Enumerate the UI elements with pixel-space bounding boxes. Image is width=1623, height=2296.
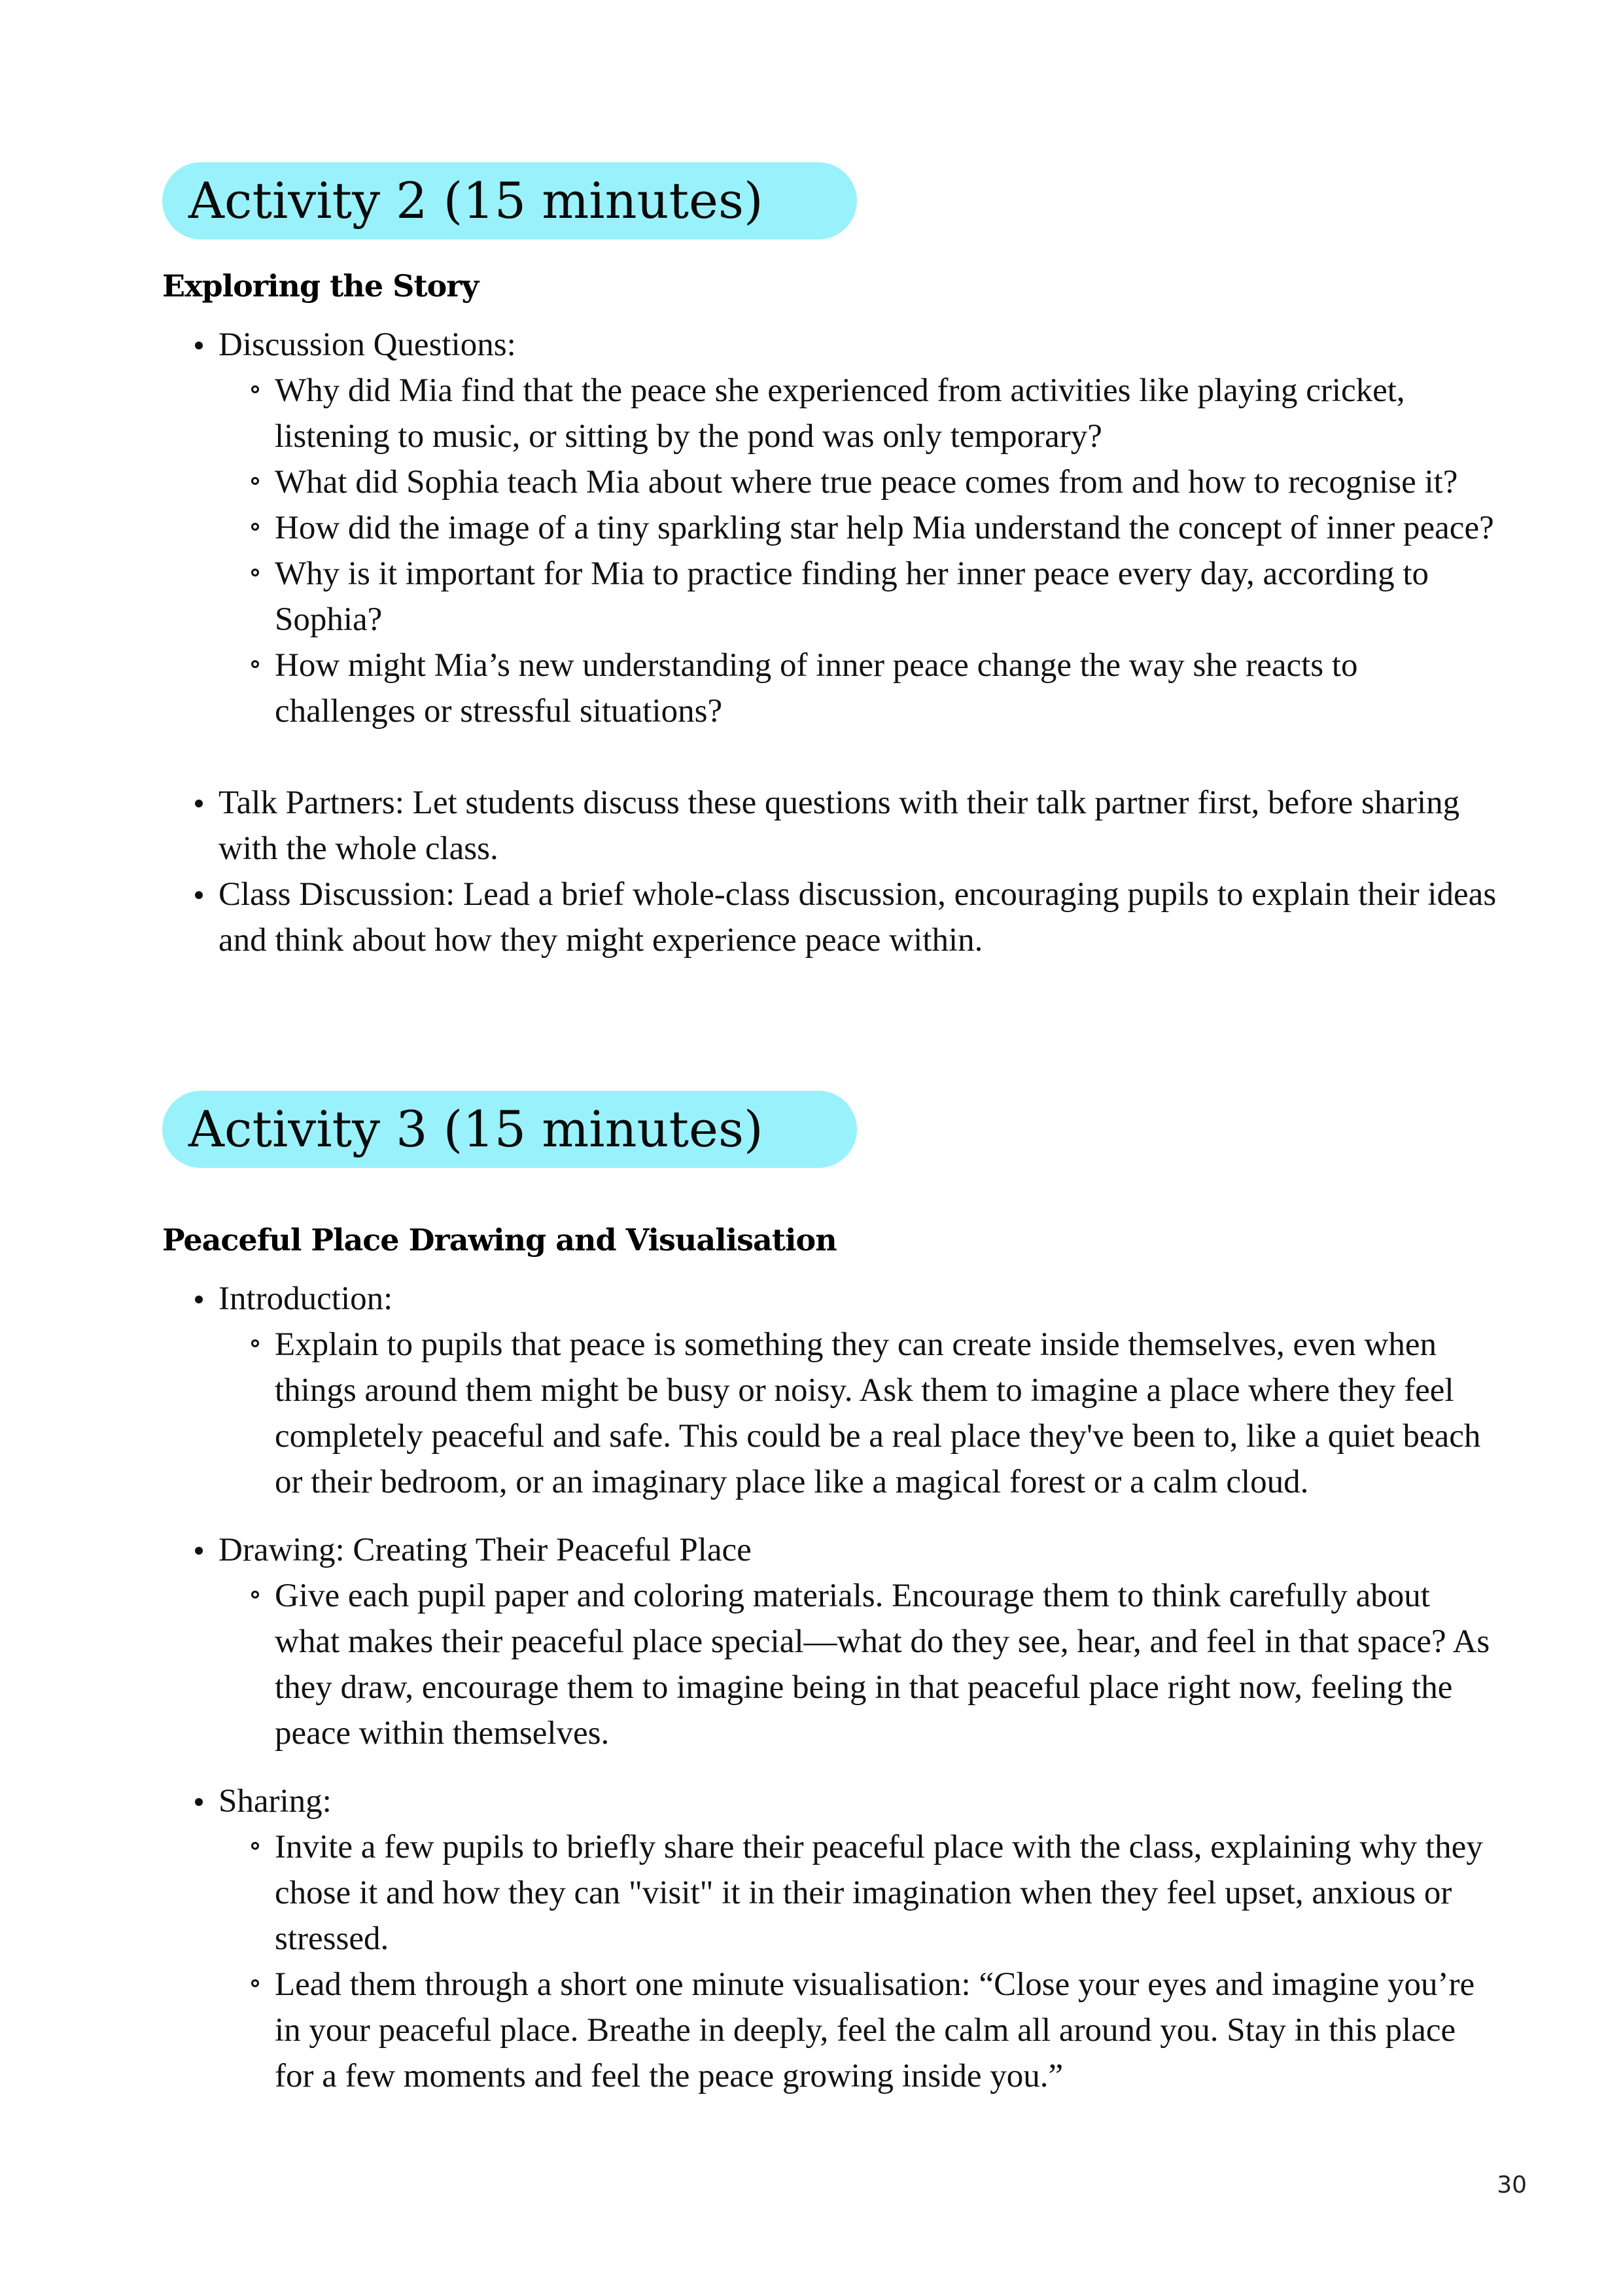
hollow-bullet-icon [251, 660, 259, 668]
sharing-text: Invite a few pupils to briefly share their peaceful place with the class, explaining why they chose it and how they can "visit" it in their imagination when they feel upset, anxious or stressed. [275, 1829, 1483, 1957]
hollow-bullet-icon [251, 569, 259, 576]
list-item-talk-partners [162, 780, 1497, 872]
list-item-discussion [162, 322, 1497, 780]
hollow-bullet-icon [251, 1591, 259, 1598]
page-number: 30 [1497, 2172, 1527, 2199]
hollow-bullet-icon [251, 385, 259, 393]
discussion-label: Discussion Questions: [218, 327, 516, 363]
activity-2-heading-pill [162, 162, 857, 239]
sharing-item [218, 1962, 1497, 2099]
list-item-class-discussion [162, 872, 1497, 963]
activity-3-heading: Activity 3 (15 minutes) [188, 1100, 763, 1158]
question-text: How might Mia’s new understanding of inner peace change the way she reacts to challenges or stressful situations? [275, 647, 1358, 730]
talk-partners-text: Talk Partners: Let students discuss these questions with their talk partner first, before sharing with the whole class. [218, 785, 1460, 867]
activity-2-list [162, 322, 1497, 963]
question-item [218, 459, 1497, 505]
activity-3-subheading: Peaceful Place Drawing and Visualisation [162, 1222, 837, 1258]
bullet-icon [195, 800, 203, 807]
sharing-item [218, 1824, 1497, 1962]
sharing-label: Sharing: [218, 1783, 332, 1820]
activity-2-subheading: Exploring the Story [162, 268, 479, 304]
drawing-list [218, 1573, 1497, 1756]
activity-3-list [162, 1276, 1497, 2099]
activity-2-heading: Activity 2 (15 minutes) [188, 171, 763, 230]
question-text: What did Sophia teach Mia about where true peace comes from and how to recognise it? [275, 464, 1458, 501]
introduction-item [218, 1322, 1497, 1505]
bullet-icon [195, 342, 203, 349]
question-text: Why did Mia find that the peace she experienced from activities like playing cricket, listening to music, or sitting by the pond was only temporary? [275, 372, 1405, 455]
question-text: Why is it important for Mia to practice finding her inner peace every day, according to Sophia? [275, 556, 1429, 638]
introduction-text: Explain to pupils that peace is something they can create inside themselves, even when things around them might be busy or noisy. Ask them to imagine a place where they feel completely peaceful and safe. This could be a real place they've been to, like a quiet beach or their bedroom, or an imaginary place like a magical forest or a calm cloud. [275, 1326, 1481, 1500]
list-item-introduction [162, 1276, 1497, 1527]
activity-2-content [162, 322, 1497, 963]
hollow-bullet-icon [251, 1339, 259, 1347]
list-item-drawing [162, 1527, 1497, 1778]
question-item [218, 551, 1497, 643]
introduction-label: Introduction: [218, 1280, 393, 1317]
bullet-icon [195, 891, 203, 899]
bullet-icon [195, 1547, 203, 1555]
bullet-icon [195, 1798, 203, 1806]
hollow-bullet-icon [251, 1842, 259, 1850]
question-text: How did the image of a tiny sparkling star help Mia understand the concept of inner peace? [275, 510, 1494, 546]
sharing-list [218, 1824, 1497, 2099]
list-item-sharing [162, 1778, 1497, 2099]
question-item [218, 643, 1497, 734]
drawing-label: Drawing: Creating Their Peaceful Place [218, 1532, 752, 1568]
bullet-icon [195, 1296, 203, 1303]
discussion-questions-list [218, 368, 1497, 734]
drawing-item [218, 1573, 1497, 1756]
drawing-text: Give each pupil paper and coloring materials. Encourage them to think carefully about what makes their peaceful place special—what do they see, hear, and feel in that space? As they draw, encourage them to imagine being in that peaceful place right now, feeling the peace within themselves. [275, 1578, 1490, 1752]
activity-3-heading-pill [162, 1091, 857, 1168]
sharing-text: Lead them through a short one minute visualisation: “Close your eyes and imagine you’re in your peaceful place. Breathe in deeply, feel the calm all around you. Stay in this place for a few moments and feel the peace growing inside you.” [275, 1966, 1475, 2094]
hollow-bullet-icon [251, 477, 259, 485]
activity-3-content [162, 1276, 1497, 2099]
question-item [218, 505, 1497, 551]
question-item [218, 368, 1497, 459]
introduction-list [218, 1322, 1497, 1505]
hollow-bullet-icon [251, 1979, 259, 1987]
class-discussion-text: Class Discussion: Lead a brief whole-class discussion, encouraging pupils to explain their ideas and think about how they might experience peace within. [218, 876, 1497, 959]
hollow-bullet-icon [251, 523, 259, 531]
